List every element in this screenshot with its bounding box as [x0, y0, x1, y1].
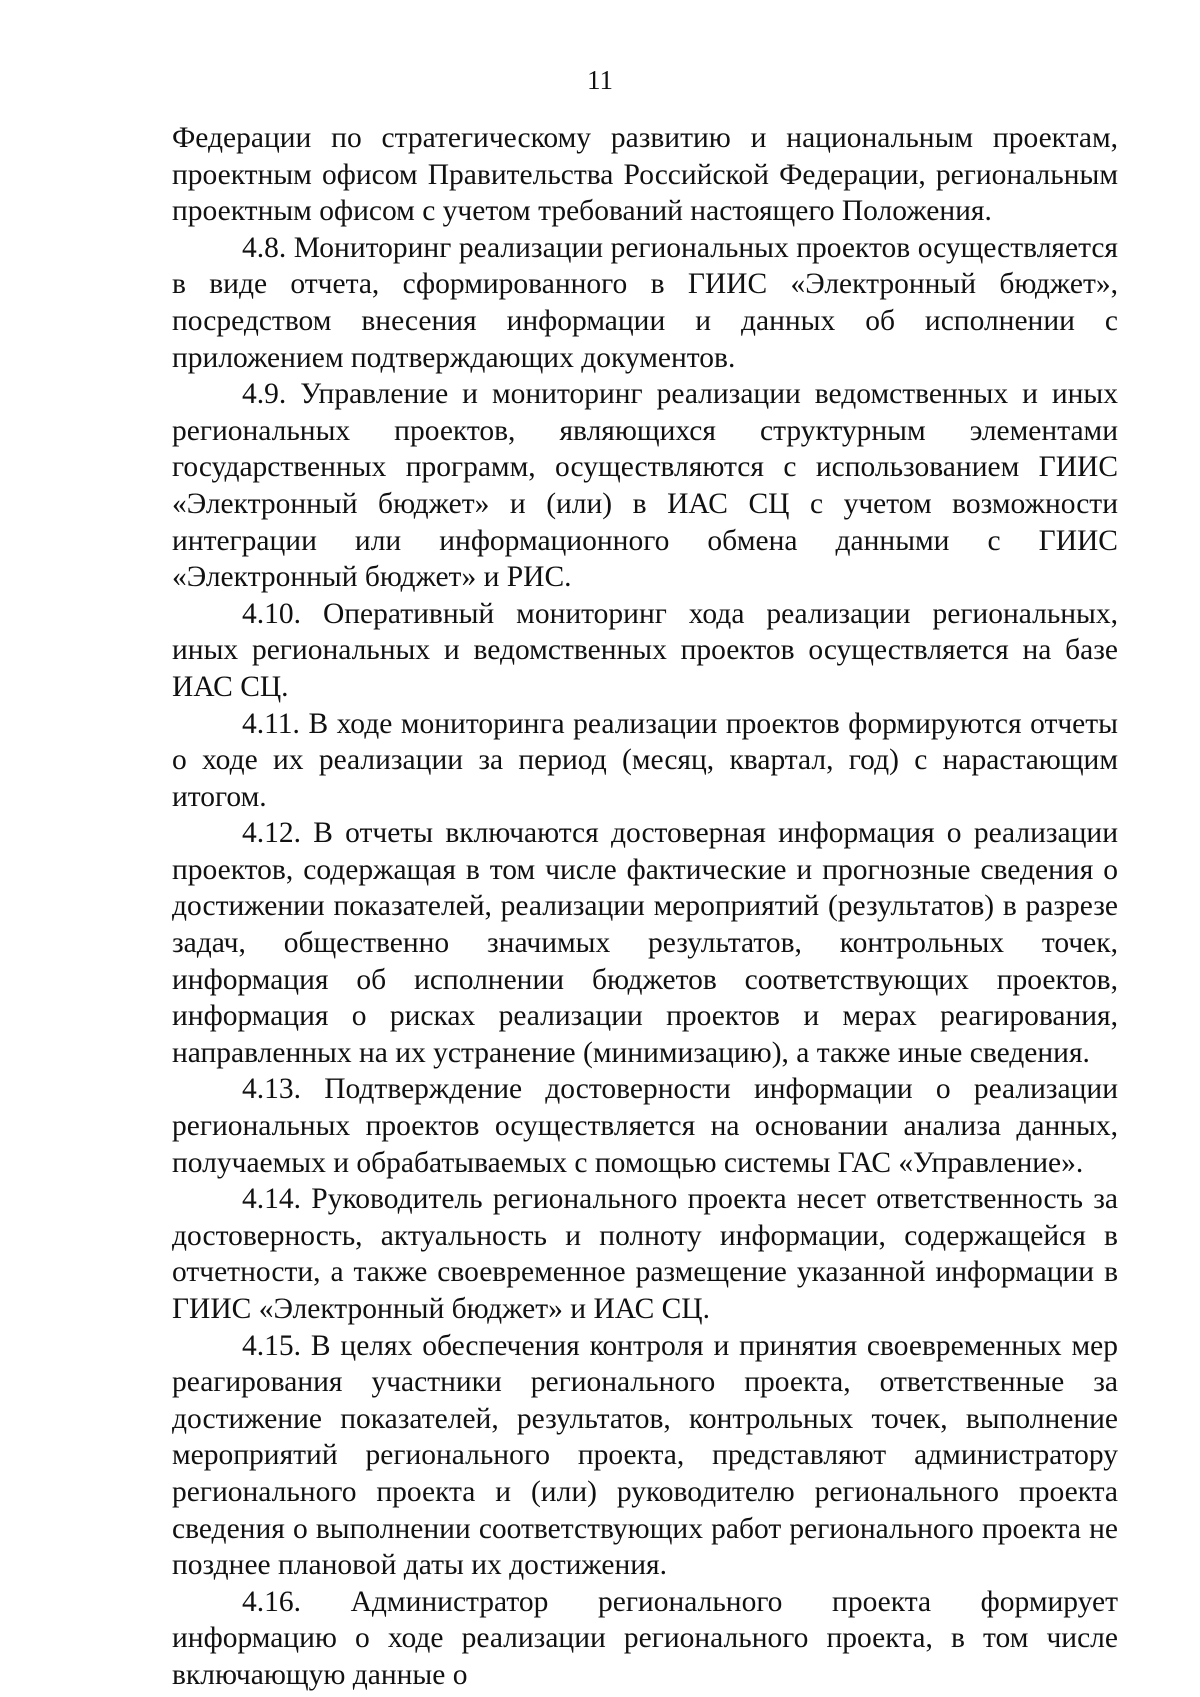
paragraph-4-10: 4.10. Оперативный мониторинг хода реализации региональных, иных региональных и ведомственных проектов осуществляется на базе ИАС СЦ.	[172, 597, 1118, 703]
paragraph-continuation: Федерации по стратегическому развитию и национальным проектам, проектным офисом Правительства Российской Федерации, региональным проектным офисом с учетом требований настоящего Положения.	[172, 122, 1118, 228]
paragraph-4-14: 4.14. Руководитель регионального проекта несет ответственность за достоверность, актуальность и полноту информации, содержащейся в отчетности, а также своевременное размещение указанной информации в ГИИС «Электронный бюджет» и ИАС СЦ.	[172, 1183, 1118, 1325]
paragraph-4-15: 4.15. В целях обеспечения контроля и принятия своевременных мер реагирования участники регионального проекта, ответственные за достижение показателей, результатов, контрольных точек, выполнение мероприятий регионального проекта, представляют администратору регионального проекта и (или) руководителю регионального проекта сведения о выполнении соответствующих работ регионального проекта не позднее плановой даты их достижения.	[172, 1329, 1118, 1582]
paragraph-4-12: 4.12. В отчеты включаются достоверная информация о реализации проектов, содержащая в том числе фактические и прогнозные сведения о достижении показателей, реализации мероприятий (результатов) в разрезе задач, общественно значимых результатов, контрольных точек, информация об исполнении бюджетов соответствующих проектов, информация о рисках реализации проектов и мерах реагирования, направленных на их устранение (минимизацию), а также иные сведения.	[172, 817, 1118, 1069]
paragraph-4-13: 4.13. Подтверждение достоверности информации о реализации региональных проектов осуществляется на основании анализа данных, получаемых и обрабатываемых с помощью системы ГАС «Управление».	[172, 1073, 1118, 1179]
paragraph-4-9: 4.9. Управление и мониторинг реализации ведомственных и иных региональных проектов, являющихся структурным элементами государственных программ, осуществляются с использованием ГИИС «Электронный бюджет» и (или) в ИАС СЦ с учетом возможности интеграции или информационного обмена данными с ГИИС «Электронный бюджет» и РИС.	[172, 378, 1118, 594]
paragraph-4-11: 4.11. В ходе мониторинга реализации проектов формируются отчеты о ходе их реализации за период (месяц, квартал, год) с нарастающим итогом.	[172, 707, 1118, 813]
page-number: 11	[587, 65, 613, 95]
paragraph-4-8: 4.8. Мониторинг реализации региональных проектов осуществляется в виде отчета, сформированного в ГИИС «Электронный бюджет», посредством внесения информации и данных об исполнении с приложением подтверждающих документов.	[172, 231, 1118, 374]
paragraph-4-16: 4.16. Администратор регионального проекта формирует информацию о ходе реализации регионального проекта, в том числе включающую данные о	[172, 1585, 1118, 1691]
document-body	[172, 120, 1118, 1694]
